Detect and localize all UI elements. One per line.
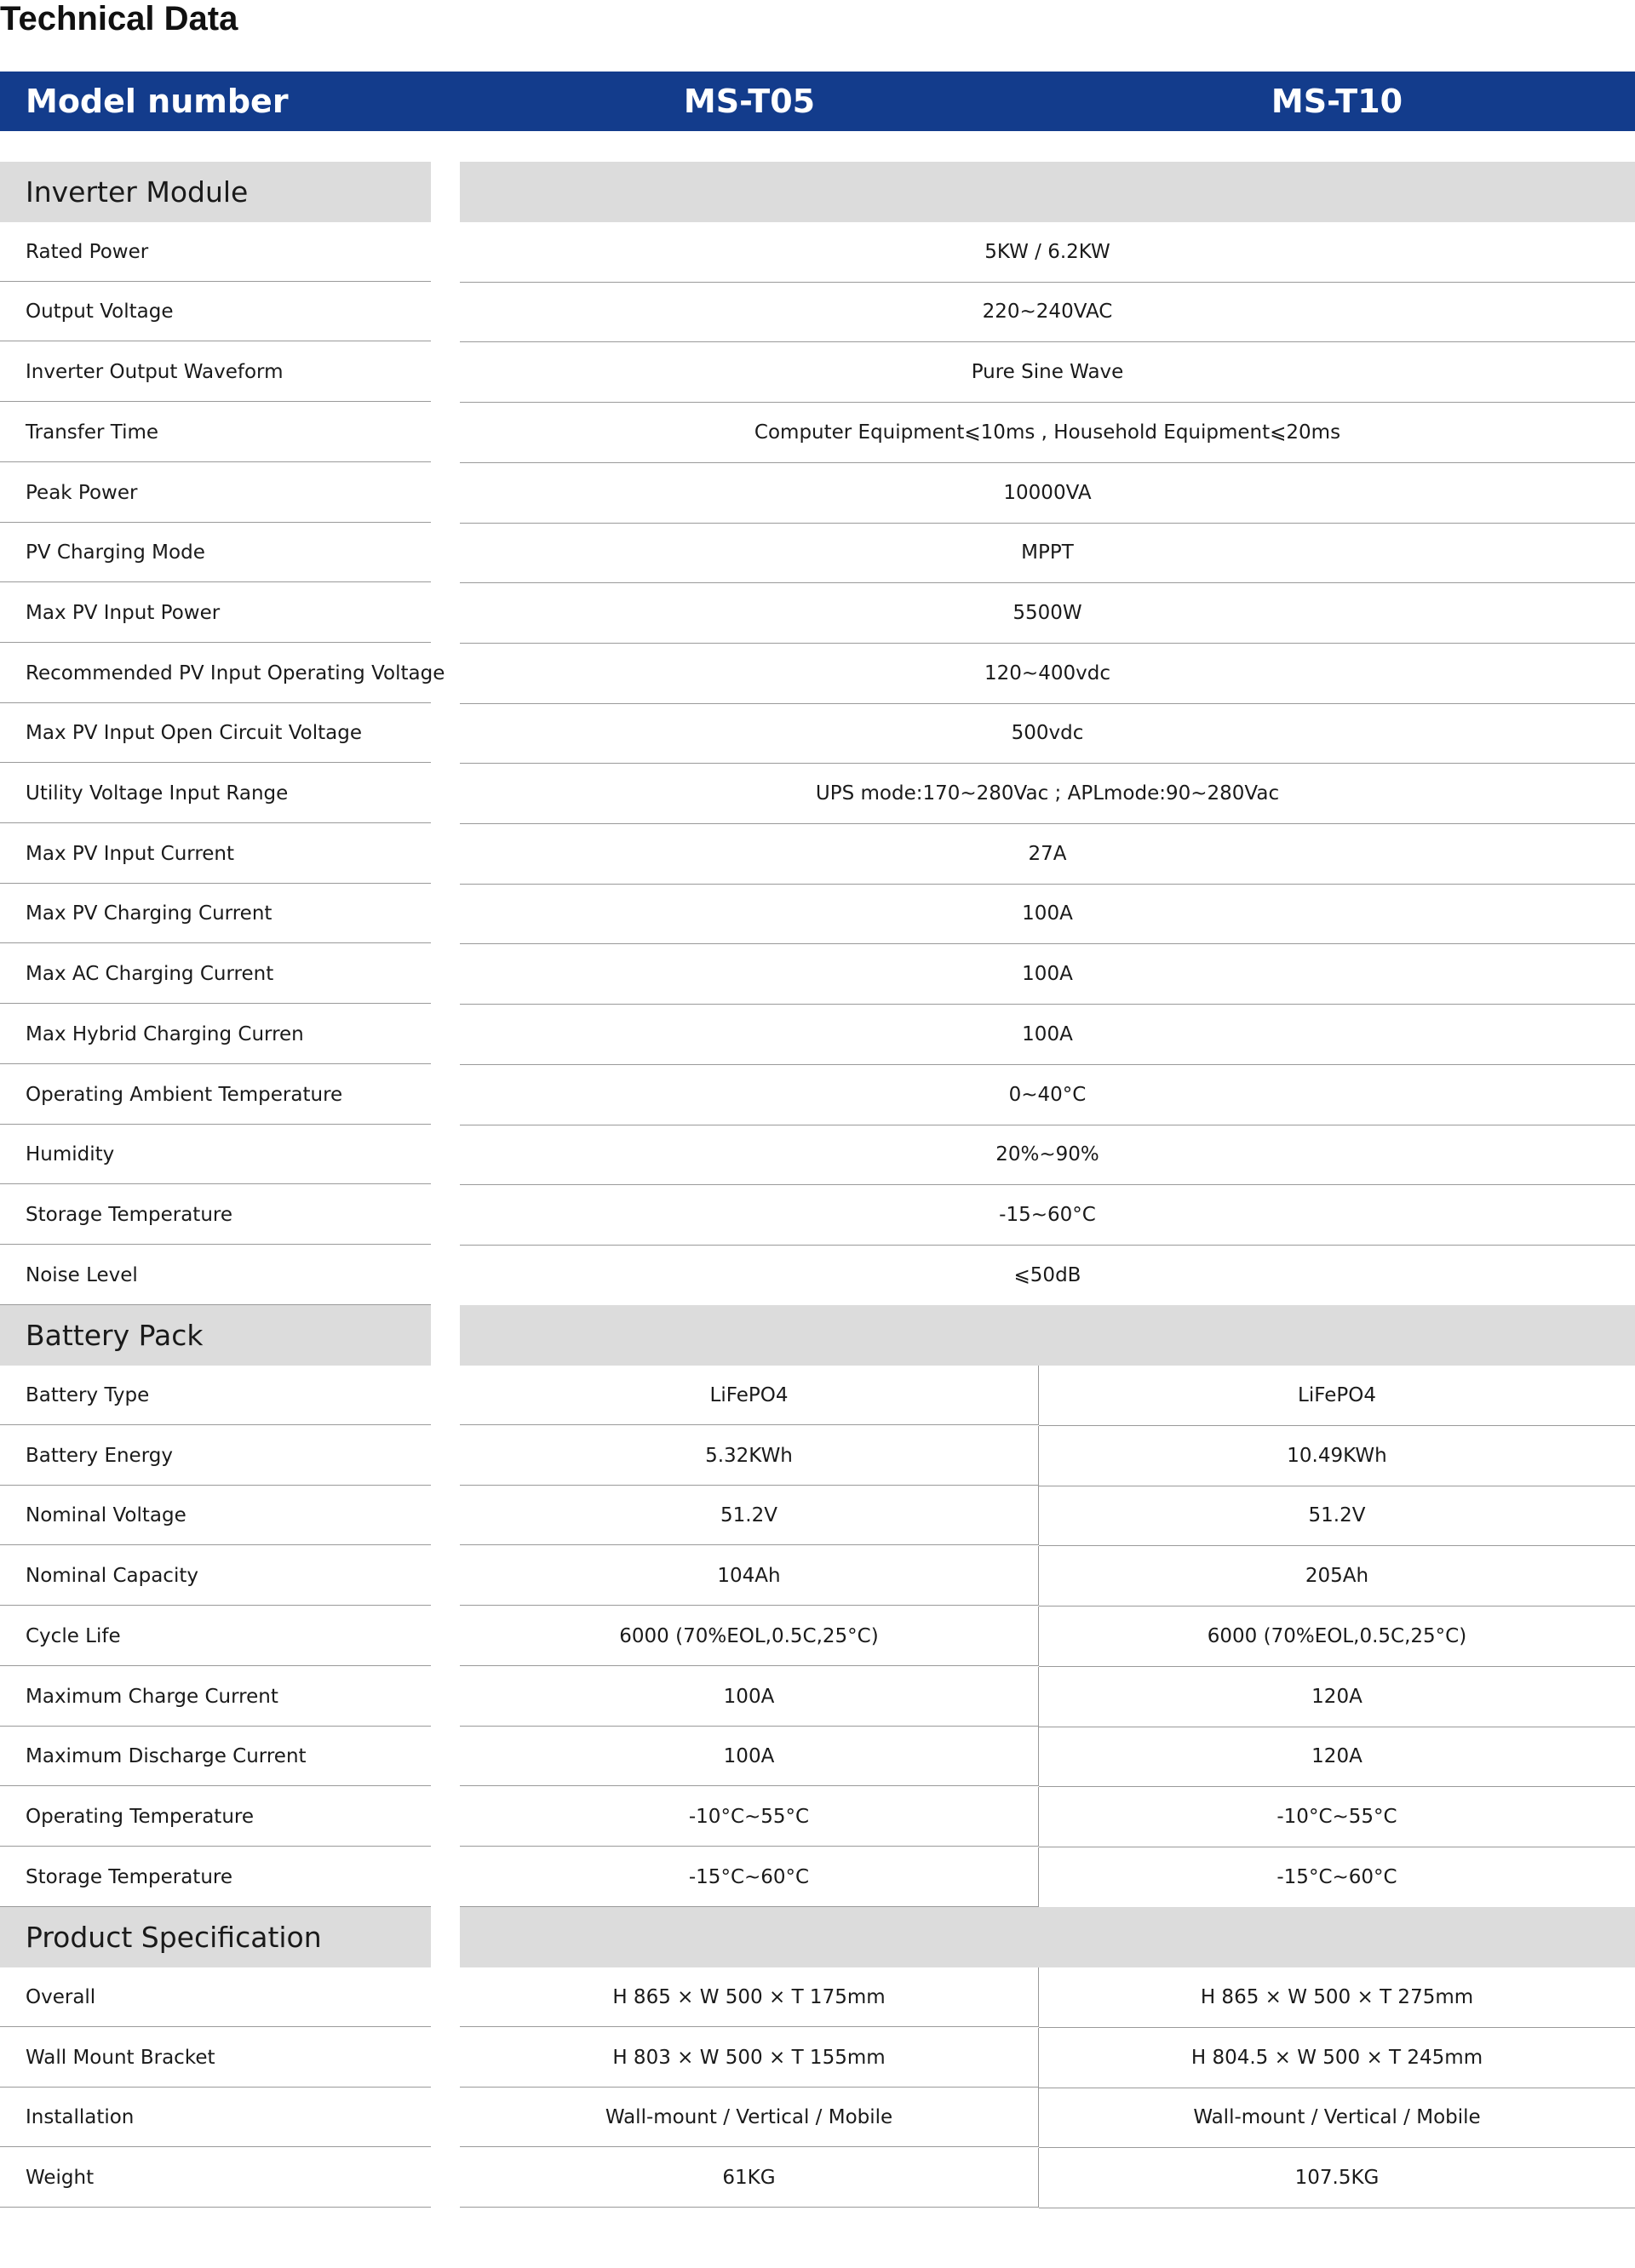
table-row (0, 1486, 1635, 1546)
table-row (0, 1426, 1635, 1486)
table-row (0, 1246, 1635, 1306)
row-value: 10000VA (460, 463, 1635, 524)
row-label: Max PV Charging Current (0, 884, 431, 943)
row-label: Operating Ambient Temperature (0, 1065, 431, 1125)
table-row (0, 2088, 1635, 2148)
row-label: Cycle Life (0, 1606, 431, 1666)
row-value-ms-t10: 120A (1039, 1727, 1635, 1787)
row-value-ms-t05: 5.32KWh (460, 1426, 1039, 1486)
row-value-ms-t10: 6000 (70%EOL,0.5C,25°C) (1039, 1606, 1635, 1667)
table-row (0, 2028, 1635, 2088)
table-header (0, 72, 1635, 131)
row-value-ms-t10: Wall-mount / Vertical / Mobile (1039, 2088, 1635, 2148)
table-row (0, 282, 1635, 342)
table-row (0, 944, 1635, 1005)
table-row (0, 1546, 1635, 1606)
row-value-ms-t05: -10°C~55°C (460, 1787, 1039, 1847)
row-value-ms-t05: 6000 (70%EOL,0.5C,25°C) (460, 1606, 1039, 1666)
table-row (0, 1065, 1635, 1125)
section-title: Product Specification (0, 1907, 431, 1967)
row-value-ms-t10: 107.5KG (1039, 2148, 1635, 2208)
row-value: 0~40°C (460, 1065, 1635, 1125)
row-value: ⩽50dB (460, 1246, 1635, 1306)
row-value-ms-t05: LiFePO4 (460, 1366, 1039, 1425)
table-row (0, 523, 1635, 583)
row-value: 220~240VAC (460, 282, 1635, 342)
section-header (0, 1907, 1635, 1967)
row-value-ms-t05: H 865 × W 500 × T 175mm (460, 1967, 1039, 2027)
row-value-ms-t10: 51.2V (1039, 1486, 1635, 1546)
row-label: Wall Mount Bracket (0, 2028, 431, 2088)
table-row (0, 703, 1635, 764)
row-label: Storage Temperature (0, 1847, 431, 1907)
row-label: Recommended PV Input Operating Voltage (0, 644, 431, 703)
row-label: Output Voltage (0, 282, 431, 341)
row-label: Battery Type (0, 1366, 431, 1425)
row-value: 5500W (460, 583, 1635, 644)
row-label: Transfer Time (0, 403, 431, 462)
table-row (0, 403, 1635, 463)
table-row (0, 222, 1635, 283)
row-value-ms-t10: H 804.5 × W 500 × T 245mm (1039, 2028, 1635, 2088)
table-row (0, 342, 1635, 403)
row-label: Operating Temperature (0, 1787, 431, 1847)
row-value: 500vdc (460, 703, 1635, 764)
table-row (0, 1366, 1635, 1426)
table-row (0, 583, 1635, 644)
table-row (0, 1847, 1635, 1908)
row-label: Weight (0, 2148, 431, 2208)
row-value-ms-t10: H 865 × W 500 × T 275mm (1039, 1967, 1635, 2028)
table-row (0, 2148, 1635, 2208)
row-label: Maximum Charge Current (0, 1667, 431, 1727)
row-value-ms-t10: 10.49KWh (1039, 1426, 1635, 1486)
row-value-ms-t05: 51.2V (460, 1486, 1039, 1545)
row-label: Installation (0, 2088, 431, 2147)
row-label: Max PV Input Power (0, 583, 431, 643)
section-header (0, 1305, 1635, 1366)
row-label: Max PV Input Current (0, 824, 431, 884)
row-label: Noise Level (0, 1246, 431, 1305)
table-row (0, 1005, 1635, 1065)
row-label: Maximum Discharge Current (0, 1727, 431, 1786)
section-band (460, 162, 1635, 222)
row-value: -15~60°C (460, 1185, 1635, 1246)
page-title: Technical Data (0, 0, 238, 37)
table-row (0, 884, 1635, 944)
row-value: MPPT (460, 523, 1635, 583)
row-value-ms-t10: -10°C~55°C (1039, 1787, 1635, 1847)
section-header (0, 162, 1635, 222)
row-label: Humidity (0, 1125, 431, 1184)
row-value: Computer Equipment⩽10ms , Household Equipment⩽20ms (460, 403, 1635, 463)
row-label: PV Charging Mode (0, 523, 431, 582)
section-title: Battery Pack (0, 1305, 431, 1366)
section-band (460, 1907, 1635, 1967)
table-row (0, 644, 1635, 704)
row-label: Battery Energy (0, 1426, 431, 1486)
header-model-2: MS-T10 (1271, 83, 1403, 120)
table-row (0, 764, 1635, 824)
row-value: 100A (460, 1005, 1635, 1065)
row-value-ms-t05: 104Ah (460, 1546, 1039, 1606)
table-row (0, 1667, 1635, 1727)
row-value: 20%~90% (460, 1125, 1635, 1185)
section-title: Inverter Module (0, 162, 431, 222)
row-value: 27A (460, 824, 1635, 885)
header-model-1: MS-T05 (683, 83, 816, 120)
row-value: 100A (460, 944, 1635, 1005)
row-label: Nominal Capacity (0, 1546, 431, 1606)
row-label: Nominal Voltage (0, 1486, 431, 1545)
row-label: Max AC Charging Current (0, 944, 431, 1004)
row-value: 120~400vdc (460, 644, 1635, 704)
table-row (0, 824, 1635, 885)
row-label: Max Hybrid Charging Curren (0, 1005, 431, 1064)
row-value-ms-t05: 61KG (460, 2148, 1039, 2208)
row-value: UPS mode:170~280Vac ; APLmode:90~280Vac (460, 764, 1635, 824)
table-row (0, 1727, 1635, 1787)
row-label: Storage Temperature (0, 1185, 431, 1245)
row-label: Peak Power (0, 463, 431, 523)
section-band (460, 1305, 1635, 1366)
table-row (0, 1967, 1635, 2028)
row-value-ms-t10: 120A (1039, 1667, 1635, 1727)
table-row (0, 1606, 1635, 1667)
row-value-ms-t10: -15°C~60°C (1039, 1847, 1635, 1908)
row-value-ms-t05: H 803 × W 500 × T 155mm (460, 2028, 1039, 2088)
row-value-ms-t05: 100A (460, 1667, 1039, 1727)
row-label: Utility Voltage Input Range (0, 764, 431, 823)
row-value-ms-t05: -15°C~60°C (460, 1847, 1039, 1907)
row-value-ms-t10: LiFePO4 (1039, 1366, 1635, 1426)
row-value-ms-t05: 100A (460, 1727, 1039, 1786)
row-label: Inverter Output Waveform (0, 342, 431, 402)
row-value-ms-t05: Wall-mount / Vertical / Mobile (460, 2088, 1039, 2147)
row-value: 5KW / 6.2KW (460, 222, 1635, 283)
row-value: 100A (460, 884, 1635, 944)
table-row (0, 1787, 1635, 1847)
row-label: Overall (0, 1967, 431, 2027)
row-label: Max PV Input Open Circuit Voltage (0, 703, 431, 763)
row-value-ms-t10: 205Ah (1039, 1546, 1635, 1606)
table-row (0, 1185, 1635, 1246)
table-row (0, 463, 1635, 524)
header-model-label: Model number (26, 83, 289, 120)
row-label: Rated Power (0, 222, 431, 282)
row-value: Pure Sine Wave (460, 342, 1635, 403)
table-row (0, 1125, 1635, 1185)
